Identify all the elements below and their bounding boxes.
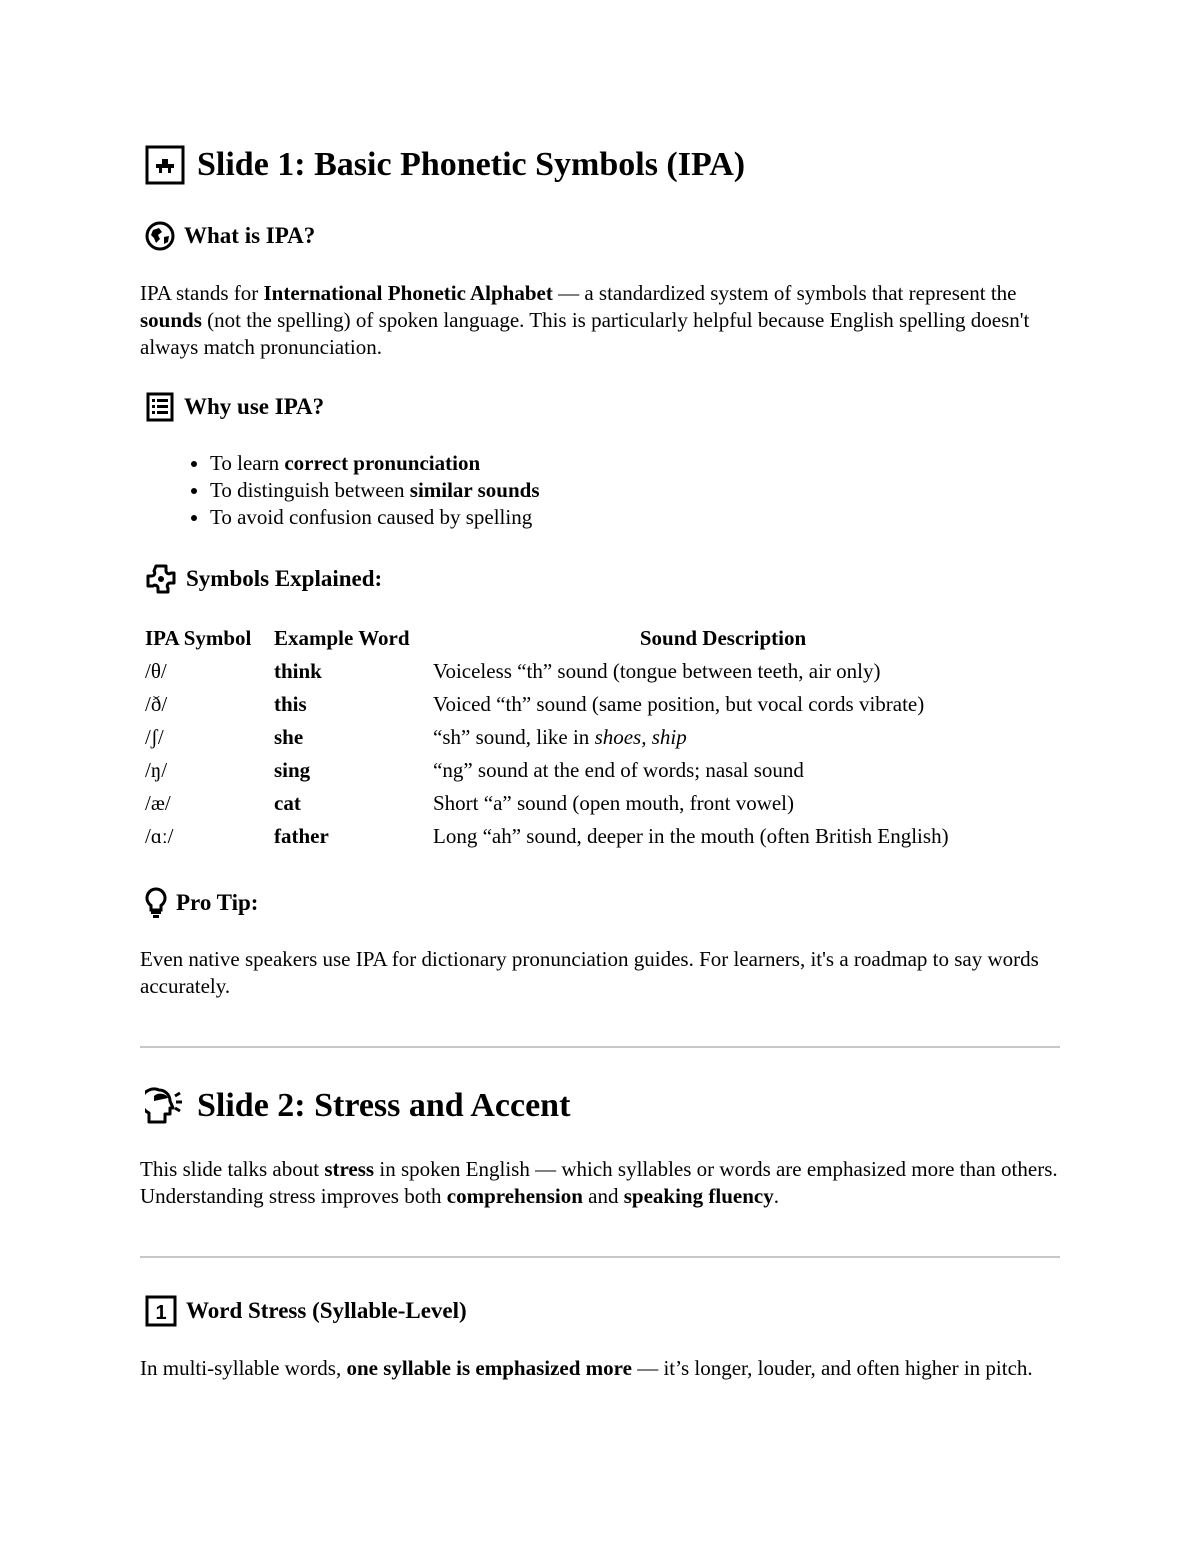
word-stress-heading [145,1295,467,1327]
slide2-intro-paragraph: This slide talks about stress in spoken English — which syllables or words are emphasized more than others. Understanding stress improves both comprehension and speaking fluency. [140,1157,1058,1208]
ipa-symbols-table [142,622,1017,853]
list-notebook-icon [145,392,175,422]
word-stress-paragraph: In multi-syllable words, one syllable is emphasized more — it’s longer, louder, and often higher in pitch. [140,1356,1033,1380]
table-row [142,655,1017,688]
example-word-cell: think [274,659,322,683]
example-word-cell: father [274,824,329,848]
table-row [142,820,1017,853]
slide2-title-text: Slide 2: Stress and Accent [197,1087,571,1124]
slide1-title [145,145,745,185]
example-word-cell: sing [274,758,311,782]
sound-description-cell: Long “ah” sound, deeper in the mouth (often British English) [433,824,949,848]
example-word-cell: she [274,725,304,749]
ipa-symbol-cell: /ʃ/ [145,725,164,749]
symbols-explained-heading-text: Symbols Explained: [186,566,383,591]
globe-icon [145,221,175,251]
table-header-row [142,622,1017,655]
example-word-cell: cat [274,791,301,815]
pro-tip-heading [145,887,258,919]
what-is-ipa-paragraph: IPA stands for International Phonetic Alphabet — a standardized system of symbols that represent the sounds (not the spelling) of spoken language. This is particularly helpful because English spelling doesn't always match pronunciation. [140,281,1030,359]
ipa-symbol-cell: /θ/ [145,659,167,683]
word-stress-heading-text: Word Stress (Syllable-Level) [186,1298,467,1323]
slide2-title [145,1086,570,1126]
svg-text:1: 1 [155,1302,167,1324]
table-row [142,688,1017,721]
pro-tip-paragraph: Even native speakers use IPA for dictionary pronunciation guides. For learners, it's a roadmap to say words accurately. [140,947,1039,998]
ipa-symbol-cell: /æ/ [145,791,171,815]
column-header-ipa-symbol: IPA Symbol [145,626,252,650]
list-item: • To distinguish between similar sounds [210,477,540,504]
sound-description-cell: Short “a” sound (open mouth, front vowel) [433,791,795,815]
section-divider [140,1256,1060,1258]
ipa-symbol-cell: /ð/ [145,692,168,716]
sound-description-cell: Voiced “th” sound (same position, but vocal cords vibrate) [433,692,925,716]
lightbulb-icon [145,887,167,919]
slide1-title-text: Slide 1: Basic Phonetic Symbols (IPA) [197,146,746,183]
symbols-explained-heading [145,563,382,595]
ipa-symbol-cell: /ɑː/ [145,824,174,848]
speaking-head-icon [145,1086,185,1126]
what-is-ipa-heading-text: What is IPA? [184,223,316,248]
column-header-example-word: Example Word [274,626,410,650]
why-use-ipa-list [140,450,540,531]
sound-description-cell: “ng” sound at the end of words; nasal sound [433,758,804,782]
puzzle-icon [145,563,177,595]
what-is-ipa-heading [145,221,315,251]
column-header-sound-description: Sound Description [639,626,807,650]
presentation-screen-icon [145,145,185,185]
why-use-ipa-heading [145,392,324,422]
pro-tip-heading-text: Pro Tip: [176,890,259,915]
list-item: • To avoid confusion caused by spelling [210,504,540,531]
list-item: • To learn correct pronunciation [210,450,540,477]
why-use-ipa-heading-text: Why use IPA? [184,394,325,419]
sound-description-cell: “sh” sound, like in shoes, ship [433,725,687,749]
section-divider [140,1046,1060,1048]
example-word-cell: this [274,692,307,716]
ipa-symbol-cell: /ŋ/ [145,758,168,782]
keycap-one-icon [145,1295,177,1327]
table-row [142,754,1017,787]
table-row [142,787,1017,820]
sound-description-cell: Voiceless “th” sound (tongue between teeth, air only) [433,659,881,683]
table-row [142,721,1017,754]
